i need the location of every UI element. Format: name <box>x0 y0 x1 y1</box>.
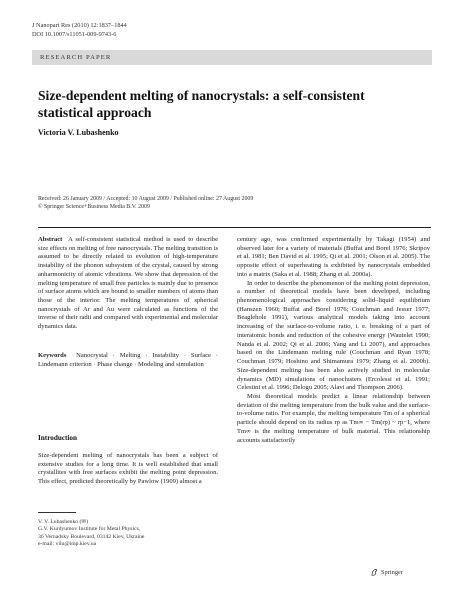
abstract-label: Abstract <box>38 236 63 243</box>
paragraph-3: Most theoretical models predict a linear relationship between deviation of the melting temperature from the bulk value and the surface-to-volume ratio. For example, the melting temperature Tm of a spherical particle should depend on its radius rp as Tm∞ − Tm(rp) ~ rp−1, where Tm∞ is the melting temperature of bulk material. This relationship accounts satisfactorily <box>237 392 430 444</box>
journal-citation <box>32 22 127 39</box>
history-line: Received: 26 January 2009 / Accepted: 10 August 2009 / Published online: 27 August 2009 <box>38 196 254 202</box>
header-divider <box>38 227 431 228</box>
article-type-banner: RESEARCH PAPER <box>32 50 432 65</box>
title-line-1: Size-dependent melting of nanocrystals: a self-consistent <box>38 88 365 103</box>
publisher-logo <box>370 568 403 577</box>
affiliation-address: 36 Vernadsky Boulevard, 03142 Kiev, Ukraine <box>38 533 145 540</box>
article-dates <box>38 196 438 211</box>
right-column-text <box>237 236 430 445</box>
title-line-2: statistical approach <box>38 104 152 120</box>
affiliation-email: e-mail: vilu@imp.kiev.ua <box>38 541 97 548</box>
section-heading-introduction: Introduction <box>38 434 78 442</box>
abstract <box>38 236 218 332</box>
paper-title <box>38 88 418 121</box>
footnote-divider <box>38 512 76 513</box>
keywords-label: Keywords <box>38 352 67 359</box>
copyright-line: © Springer Science+Business Media B.V. 2009 <box>38 203 150 210</box>
abstract-text: A self-consistent statistical method is used to describe size effects on melting of free nanocrystals. The melting transition is assumed to be directly related to evolution of high-temperature instability of the phonon subsystem of the crystal, caused by strong anharmonicity of atomic vibrations. We show that depression of the melting temperature of small free particles is mainly due to presence of surface atoms which are bound to smaller numbers of atoms than those of the interior. The melting temperatures of spherical nanocrystals of Ar and Au were calculated as functions of the inverse of their radii and compared with experimental and molecular dynamics data. <box>38 236 218 331</box>
author-name: Victoria V. Lubashenko <box>38 128 119 137</box>
publisher-name: Springer <box>381 569 404 576</box>
keywords-text: Nanocrystal · Melting · Instability · Surface · Lindemann criterion · Phase change · Modeling and simulation <box>38 352 218 368</box>
paragraph-2: In order to describe the phenomenon of the melting point depression, a number of theoretical models have been developed, including phenomenological approaches considering solid–liquid equilibrium (Hanszen 1960; Buffat and Borel 1976; Couchman and Jesser 1977; Beaglehole 1991), various analytical models taking into account increasing of the surface-to-volume ratio, i. e. breaking of a part of interatomic bonds and reduction of the cohesive energy (Wautelet 1990; Nanda et al. 2002; Qi et al. 2006; Yang and Li 2007), and approaches based on the Lindemann melting rule (Couchman and Ryan 1978; Couchman 1979; Hoshino and Shimamura 1979; Zhang et al. 2000b). Size-dependent melting has been also actively studied in molecular dynamics (MD) simulations of nanoclusters (Ercolessi et al. 1991; Celestini et al. 1996; Delogu 2005; Alavi and Thompson 2006). <box>237 279 430 392</box>
affiliation-name: V. V. Lubashenko (✉) <box>38 519 89 525</box>
introduction-text: Size-dependent melting of nanocrystals has been a subject of extensive studies for a long time. It is well established that small crystallites with free surfaces exhibit the melting point depression. This effect, predicted theoretically by Pawlow (1909) almost a <box>38 452 218 486</box>
doi-line: DOI 10.1007/s11051-009-9743-6 <box>32 30 117 38</box>
journal-line: J Nanopart Res (2010) 12:1837–1844 <box>32 22 127 29</box>
horse-icon <box>370 568 379 577</box>
affiliation-institute: G.V. Kurdyumov Institute for Metal Physics, <box>38 526 141 533</box>
paragraph-1: century ago, was confirmed experimentally by Takagi (1954) and observed later for a variety of materials (Buffat and Borel 1976; Skripov et al. 1981; Ben David et al. 1995; Qi et al. 2001; Olson et al. 2005). The opposite effect of superheating is exhibited by nanocrystals embedded into a matrix (Saka et al. 1988; Zhang et al. 2000a). <box>237 236 430 278</box>
author-affiliation <box>38 519 218 549</box>
keywords <box>38 352 218 369</box>
